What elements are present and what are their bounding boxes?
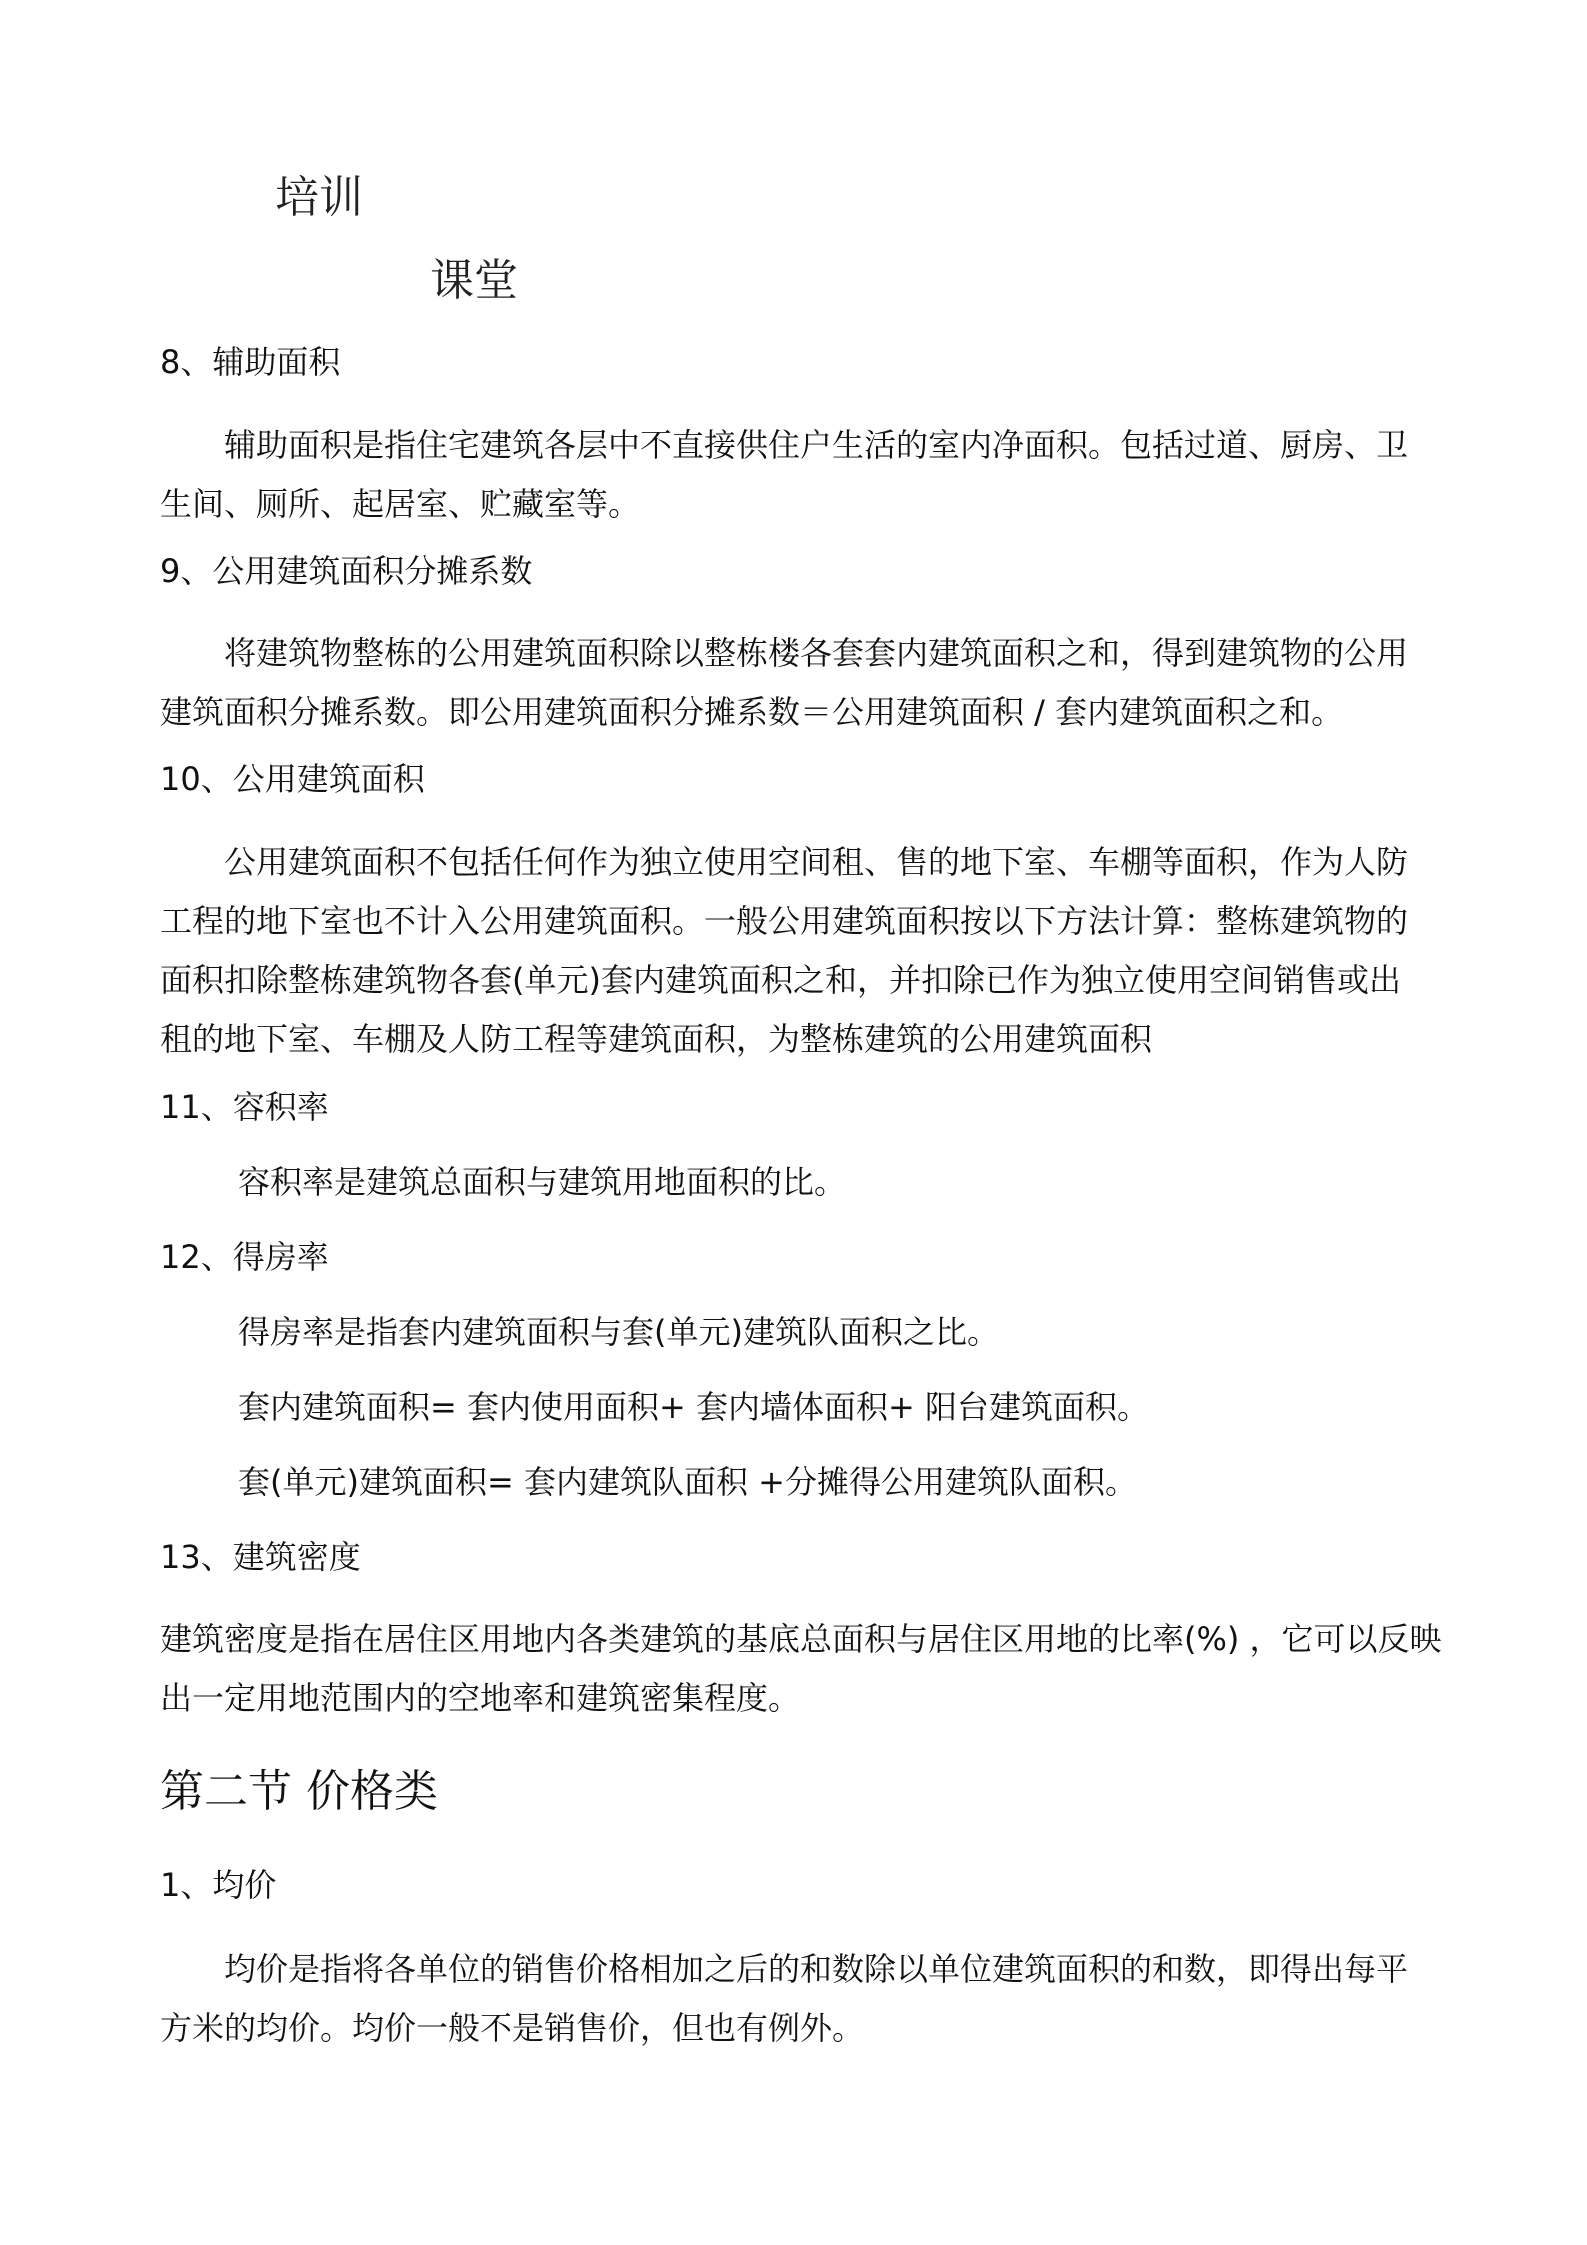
heading-plot-ratio: 11、容积率: [160, 1088, 329, 1126]
paragraph-public-area-coefficient: 将建筑物整栋的公用建筑面积除以整栋楼各套套内建筑面积之和，得到建筑物的公用建筑面积分摊系数。即公用建筑面积分摊系数＝公用建筑面积 / 套内建筑面积之和。: [160, 634, 1409, 731]
paragraph-plot-ratio: 容积率是建筑总面积与建筑用地面积的比。: [238, 1163, 847, 1201]
paragraph-efficiency-ratio: 得房率是指套内建筑面积与套(单元)建筑队面积之比。: [238, 1313, 999, 1351]
paragraph-auxiliary-area: 辅助面积是指住宅建筑各层中不直接供住户生活的室内净面积。包括过道、厨房、卫生间、厕所、起居室、贮藏室等。: [160, 426, 1409, 523]
heading-building-density: 13、建筑密度: [160, 1538, 361, 1576]
heading-average-price: 1、均价: [160, 1866, 277, 1904]
header-training: 培训: [275, 172, 363, 223]
heading-efficiency-ratio: 12、得房率: [160, 1238, 329, 1276]
heading-public-area-coefficient: 9、公用建筑面积分摊系数: [160, 552, 533, 590]
formula-suite-area: 套内建筑面积= 套内使用面积+ 套内墙体面积+ 阳台建筑面积。: [238, 1388, 1149, 1426]
heading-public-building-area: 10、公用建筑面积: [160, 760, 425, 798]
section-title-price: 第二节 价格类: [160, 1766, 438, 1817]
header-classroom: 课堂: [430, 255, 518, 306]
paragraph-public-building-area: 公用建筑面积不包括任何作为独立使用空间租、售的地下室、车棚等面积，作为人防工程的地下室也不计入公用建筑面积。一般公用建筑面积按以下方法计算：整栋建筑物的面积扣除整栋建筑物各套(单元)套内建筑面积之和，并扣除已作为独立使用空间销售或出租的地下室、车棚及人防工程等建筑面积，为整栋建筑的公用建筑面积: [160, 843, 1409, 1058]
paragraph-average-price: 均价是指将各单位的销售价格相加之后的和数除以单位建筑面积的和数，即得出每平方米的均价。均价一般不是销售价，但也有例外。: [160, 1950, 1409, 2047]
formula-unit-area: 套(单元)建筑面积= 套内建筑队面积 +分摊得公用建筑队面积。: [238, 1463, 1137, 1501]
paragraph-building-density: 建筑密度是指在居住区用地内各类建筑的基底总面积与居住区用地的比率(%) ，它可以反映出一定用地范围内的空地率和建筑密集程度。: [160, 1620, 1442, 1717]
heading-auxiliary-area: 8、辅助面积: [160, 343, 341, 381]
